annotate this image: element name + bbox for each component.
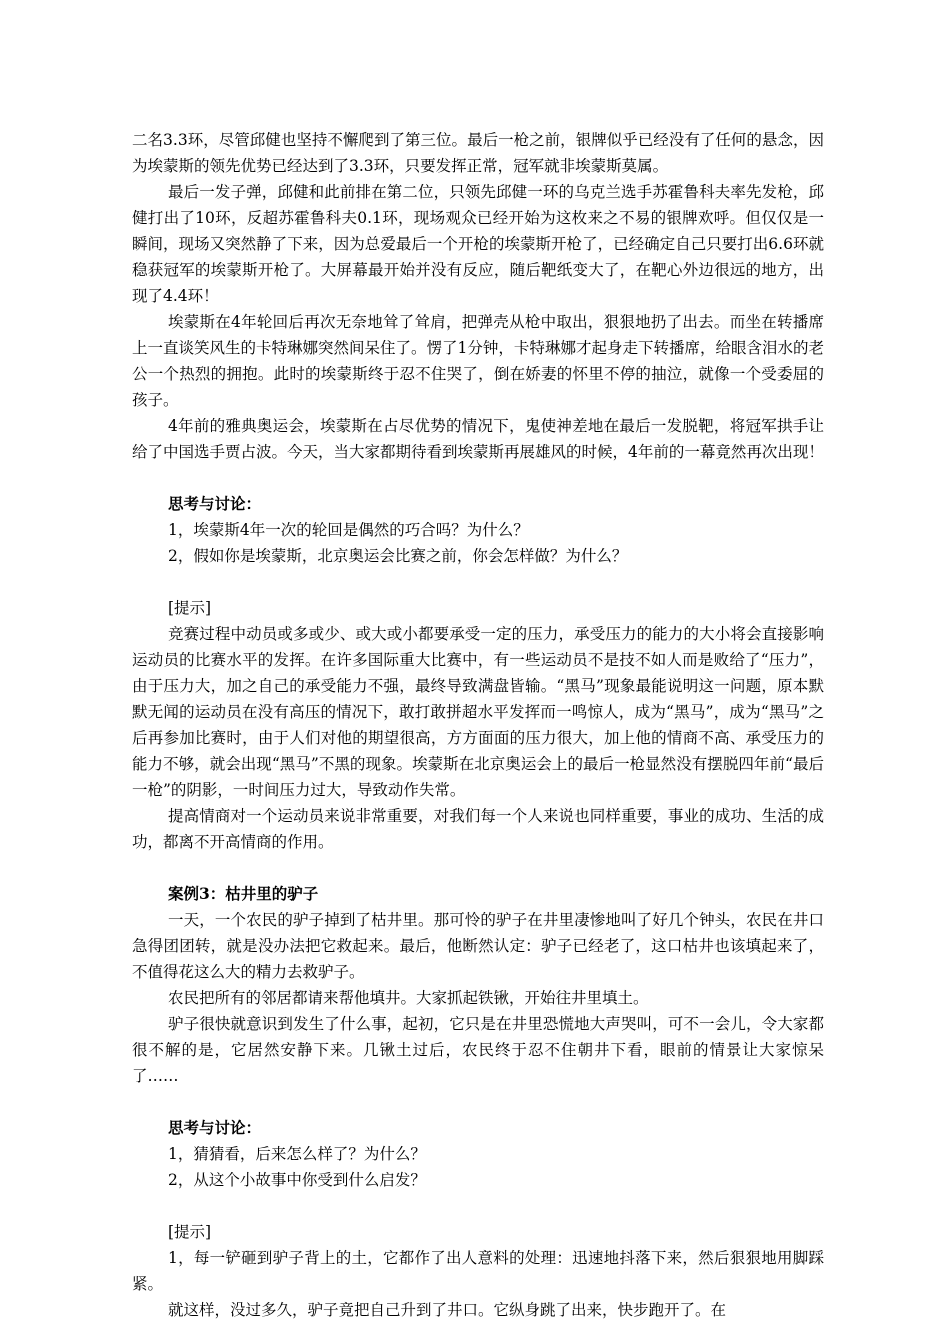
- case-paragraph-donkey-fell: 一天，一个农民的驴子掉到了枯井里。那可怜的驴子在井里凄惨地叫了好几个钟头，农民在井口急得团团转，就是没办法把它救起来。最后，他断然认定：驴子已经老了，这口枯井也该填起来了，不值得花这么大的精力去救驴子。: [132, 911, 824, 981]
- paragraph-intro-continued: 二名3.3环，尽管邱健也坚持不懈爬到了第三位。最后一枪之前，银牌似乎已经没有了任何的悬念，因为埃蒙斯的领先优势已经达到了3.3环，只要发挥正常，冠军就非埃蒙斯莫属。: [132, 131, 824, 175]
- paragraph-last-shot: 最后一发子弹，邱健和此前排在第二位，只领先邱健一环的乌克兰选手苏霍鲁科夫率先发枪，邱健打出了10环，反超苏霍鲁科夫0.1环，现场观众已经开始为这枚来之不易的银牌欢呼。但仅仅是一瞬间，现场又突然静了下来，因为总爱最后一个开枪的埃蒙斯开枪了，已经确定自己只要打出6.6环就稳获冠军的埃蒙斯开枪了。大屏幕最开始并没有反应，随后靶纸变大了，在靶心外边很远的地方，出现了4.4环！: [132, 183, 824, 305]
- discussion-question-1: 1，猜猜看，后来怎么样了？为什么？: [168, 1145, 426, 1163]
- document-body: [132, 127, 824, 1323]
- discussion-question-2: 2，假如你是埃蒙斯，北京奥运会比赛之前，你会怎样做？为什么？: [168, 547, 628, 565]
- spacer: [132, 1193, 824, 1219]
- discussion-question-1: 1，埃蒙斯4年一次的轮回是偶然的巧合吗？为什么？: [168, 521, 529, 539]
- case-heading: 案例3：枯井里的驴子: [168, 884, 319, 903]
- case-paragraph-neighbors: 农民把所有的邻居都请来帮他填井。大家抓起铁锹，开始往井里填土。: [168, 989, 649, 1007]
- hint-paragraph-pressure: 竞赛过程中动员或多或少、或大或小都要承受一定的压力，承受压力的能力的大小将会直接影响运动员的比赛水平的发挥。在许多国际重大比赛中，有一些运动员不是技不如人而是败给了“压力”，由于压力大，加之自己的承受能力不强，最终导致满盘皆输。“黑马”现象最能说明这一问题，原本默默无闻的运动员在没有高压的情况下，敢打敢拼超水平发挥而一鸣惊人，成为“黑马”，成为“黑马”之后再参加比赛时，由于人们对他的期望很高，方方面面的压力很大，加上他的情商不高、承受压力的能力不够，就会出现“黑马”不黑的现象。埃蒙斯在北京奥运会上的最后一枪显然没有摆脱四年前“最后一枪”的阴影，一时间压力过大，导致动作失常。: [132, 625, 824, 799]
- hint-paragraph-shake-off: 1，每一铲砸到驴子背上的土，它都作了出人意料的处理：迅速地抖落下来，然后狠狠地用脚踩紧。: [132, 1249, 824, 1293]
- spacer: [132, 855, 824, 881]
- case-paragraph-donkey-reaction: 驴子很快就意识到发生了什么事，起初，它只是在井里恐慌地大声哭叫，可不一会儿，令大家都很不解的是，它居然安静下来。几锹土过后，农民终于忍不住朝井下看，眼前的情景让大家惊呆了……: [132, 1015, 824, 1085]
- spacer: [132, 465, 824, 491]
- paragraph-emmons-reaction: 埃蒙斯在4年轮回后再次无奈地耸了耸肩，把弹壳从枪中取出，狠狠地扔了出去。而坐在转播席上一直谈笑风生的卡特琳娜突然间呆住了。愣了1分钟，卡特琳娜才起身走下转播席，给眼含泪水的老公一个热烈的拥抱。此时的埃蒙斯终于忍不住哭了，倒在娇妻的怀里不停的抽泣，就像一个受委屈的孩子。: [132, 313, 824, 409]
- discussion-heading: 思考与讨论：: [168, 1118, 262, 1137]
- spacer: [132, 1089, 824, 1115]
- discussion-question-2: 2，从这个小故事中你受到什么启发？: [168, 1171, 426, 1189]
- hint-label: [提示]: [168, 1223, 212, 1241]
- paragraph-athens-recall: 4年前的雅典奥运会，埃蒙斯在占尽优势的情况下，鬼使神差地在最后一发脱靶，将冠军拱手让给了中国选手贾占波。今天，当大家都期待看到埃蒙斯再展雄风的时候，4年前的一幕竟然再次出现！: [132, 417, 824, 461]
- hint-paragraph-escape: 就这样，没过多久，驴子竟把自己升到了井口。它纵身跳了出来，快步跑开了。在: [168, 1301, 727, 1319]
- spacer: [132, 569, 824, 595]
- discussion-heading: 思考与讨论：: [168, 494, 262, 513]
- hint-label: [提示]: [168, 599, 212, 617]
- hint-paragraph-eq: 提高情商对一个运动员来说非常重要，对我们每一个人来说也同样重要，事业的成功、生活的成功，都离不开高情商的作用。: [132, 807, 824, 851]
